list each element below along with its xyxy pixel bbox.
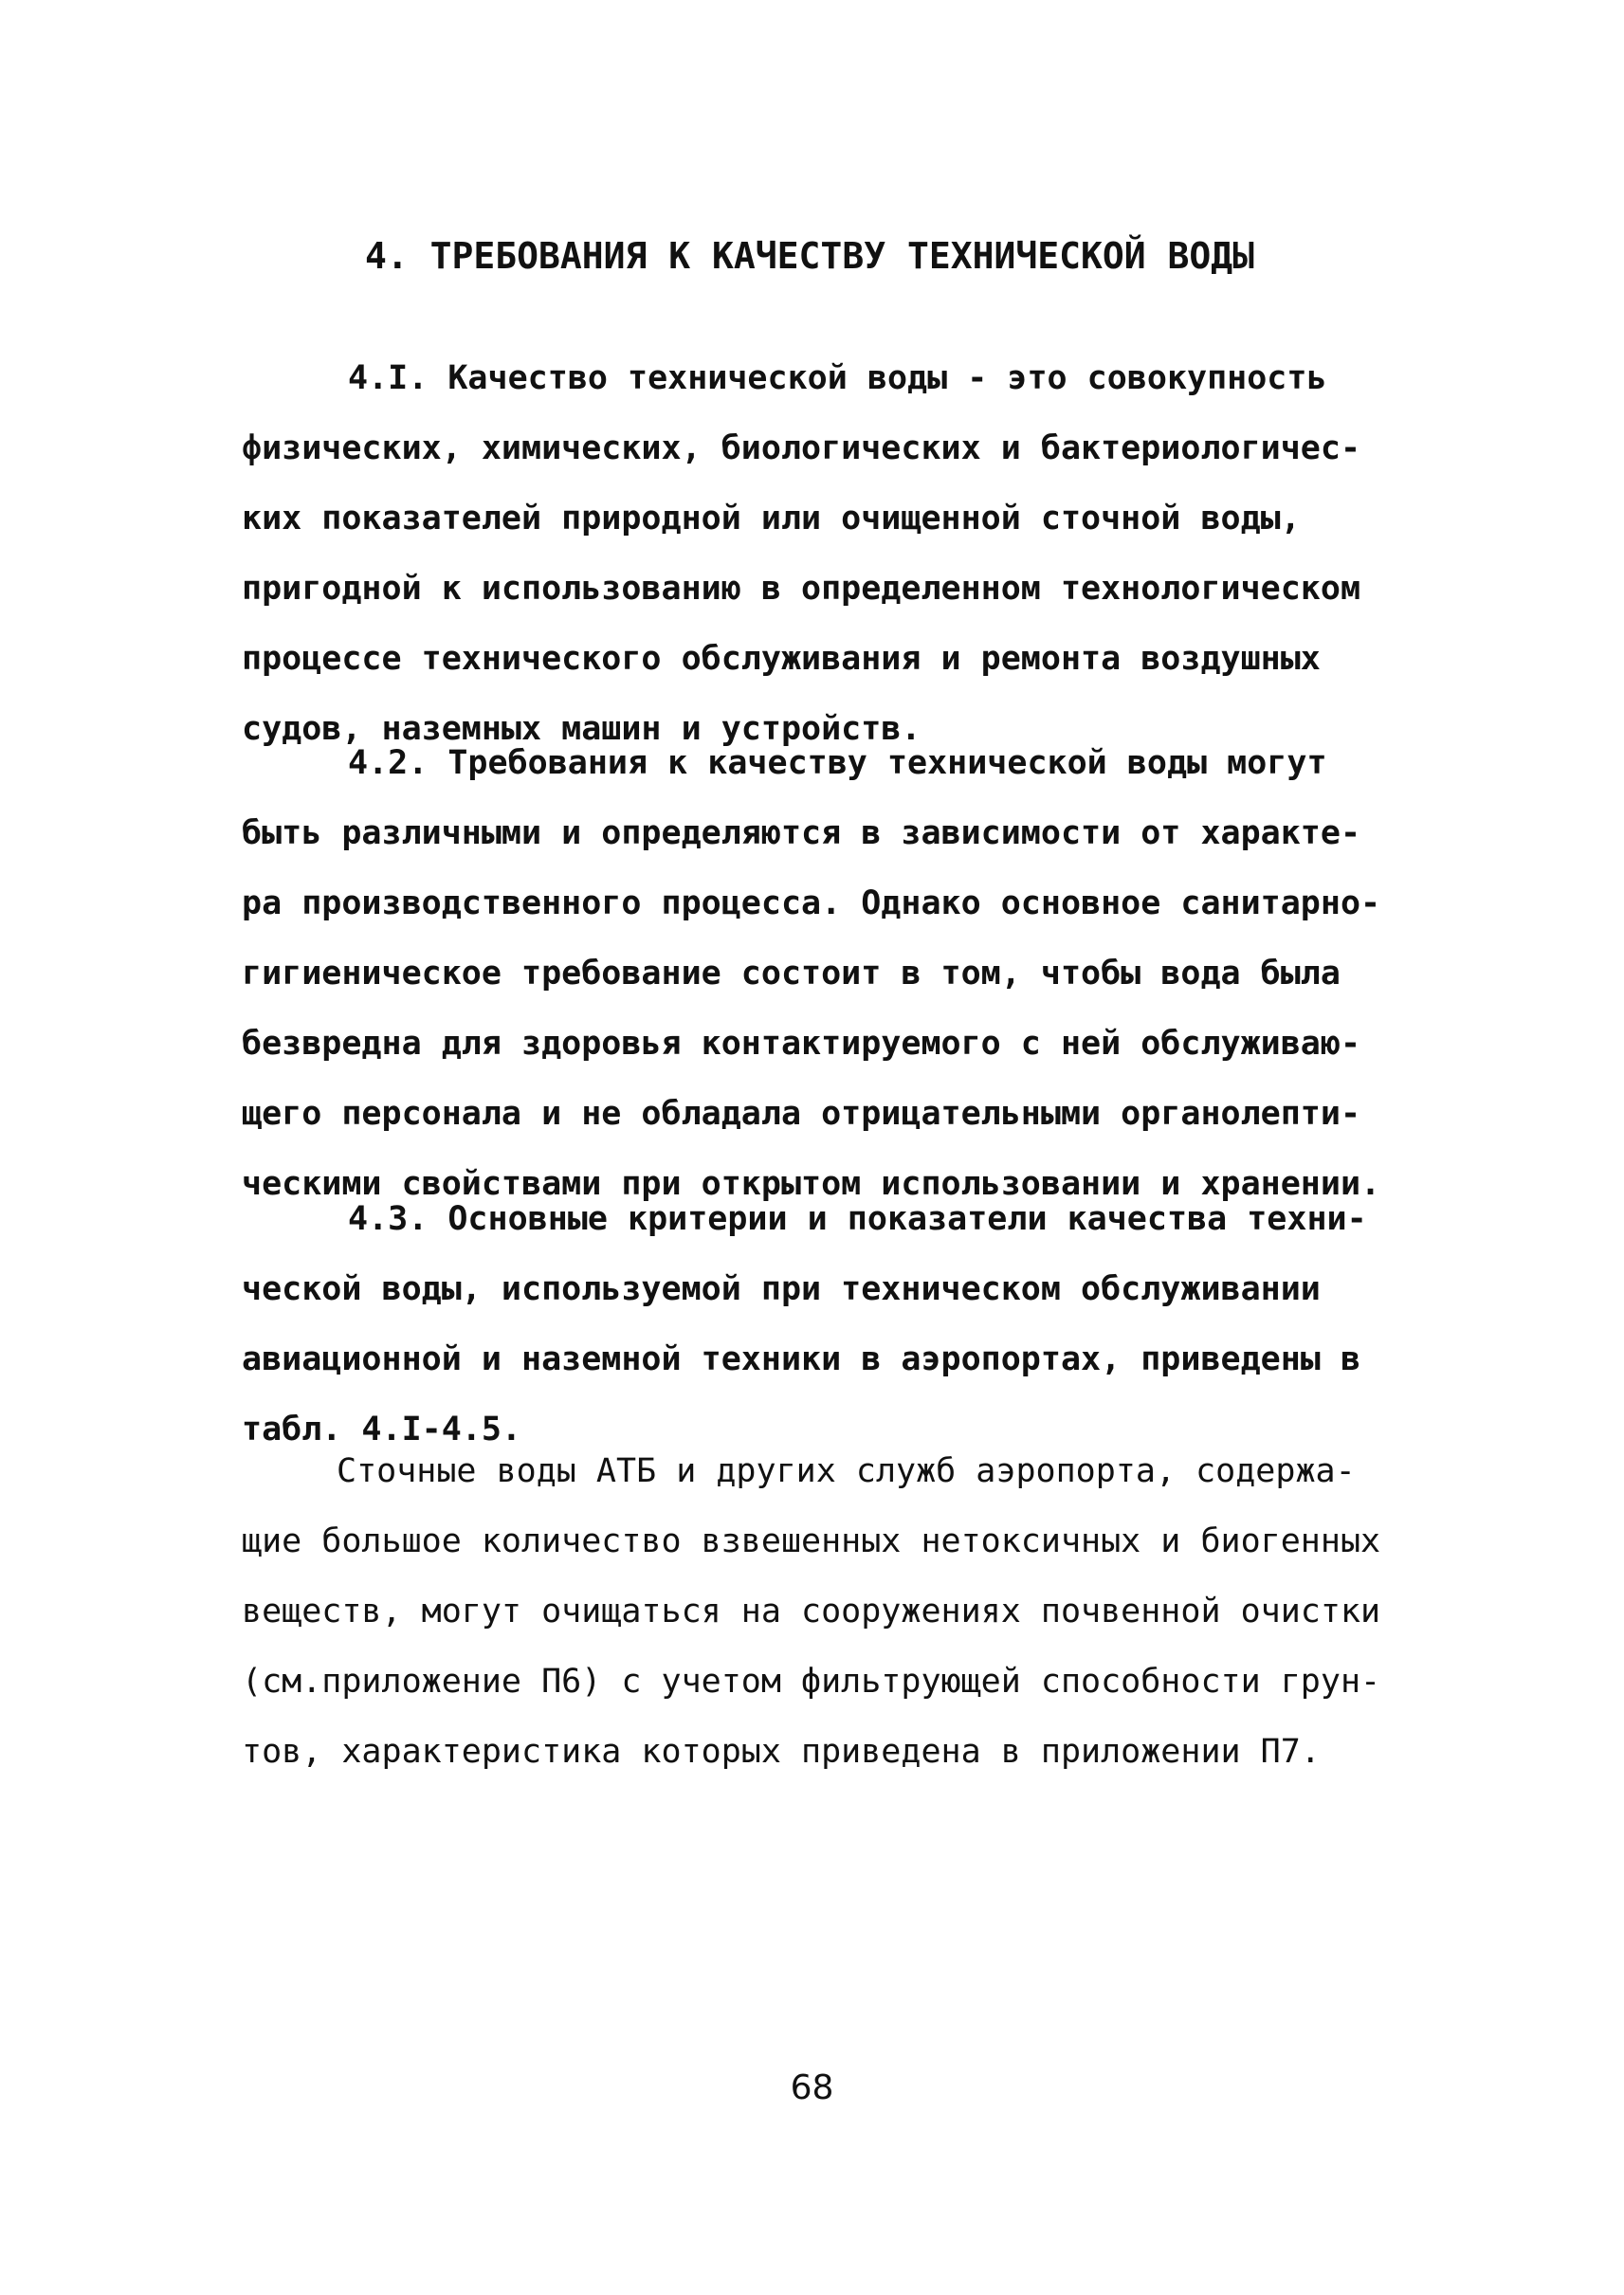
section-heading: 4. ТРЕБОВАНИЯ К КАЧЕСТВУ ТЕХНИЧЕСКОЙ ВОДЫ [365, 235, 1254, 277]
paragraph-4-1 [242, 343, 1408, 764]
paragraph-line: 4.3. Основные критерии и показатели качества техни- [348, 1200, 1367, 1238]
paragraph-line: веществ, могут очищаться на сооружениях почвенной очистки [242, 1593, 1381, 1630]
paragraph-line: 4.I. Качество технической воды - это совокупность [348, 359, 1327, 397]
paragraph-line: Сточные воды АТБ и других служб аэропорта, содержа- [337, 1452, 1356, 1490]
paragraph-line: судов, наземных машин и устройств. [242, 710, 921, 748]
paragraph-line: процессе технического обслуживания и ремонта воздушных [242, 640, 1321, 678]
paragraph-line: (см.приложение П6) с учетом фильтрующей способности грун- [242, 1663, 1381, 1701]
paragraph-line: ких показателей природной или очищенной сточной воды, [242, 500, 1301, 537]
paragraph-line: физических, химических, биологических и бактериологичес- [242, 429, 1361, 467]
paragraph-line: ческими свойствами при открытом использовании и хранении. [242, 1165, 1381, 1203]
paragraph-line: щего персонала и не обладала отрицательными органолепти- [242, 1095, 1361, 1133]
paragraph-line: тов, характеристика которых приведена в приложении П7. [242, 1733, 1321, 1771]
paragraph-4-2 [242, 728, 1408, 1219]
page-number: 68 [790, 2068, 834, 2107]
paragraph-wastewater [242, 1436, 1408, 1787]
paragraph-line: безвредна для здоровья контактируемого с ней обслуживаю- [242, 1025, 1361, 1063]
paragraph-line: гигиеническое требование состоит в том, чтобы вода была [242, 955, 1341, 993]
paragraph-line: табл. 4.I-4.5. [242, 1411, 522, 1448]
paragraph-line: авиационной и наземной техники в аэропортах, приведены в [242, 1340, 1361, 1378]
paragraph-line: 4.2. Требования к качеству технической воды могут [348, 744, 1327, 782]
paragraph-4-3 [242, 1184, 1408, 1465]
paragraph-line: ческой воды, используемой при техническом обслуживании [242, 1270, 1321, 1308]
paragraph-line: быть различными и определяются в зависимости от характе- [242, 814, 1361, 852]
paragraph-line: ра производственного процесса. Однако основное санитарно- [242, 884, 1381, 922]
paragraph-line: щие большое количество взвешенных нетоксичных и биогенных [242, 1522, 1381, 1560]
paragraph-line: пригодной к использованию в определенном технологическом [242, 570, 1361, 608]
